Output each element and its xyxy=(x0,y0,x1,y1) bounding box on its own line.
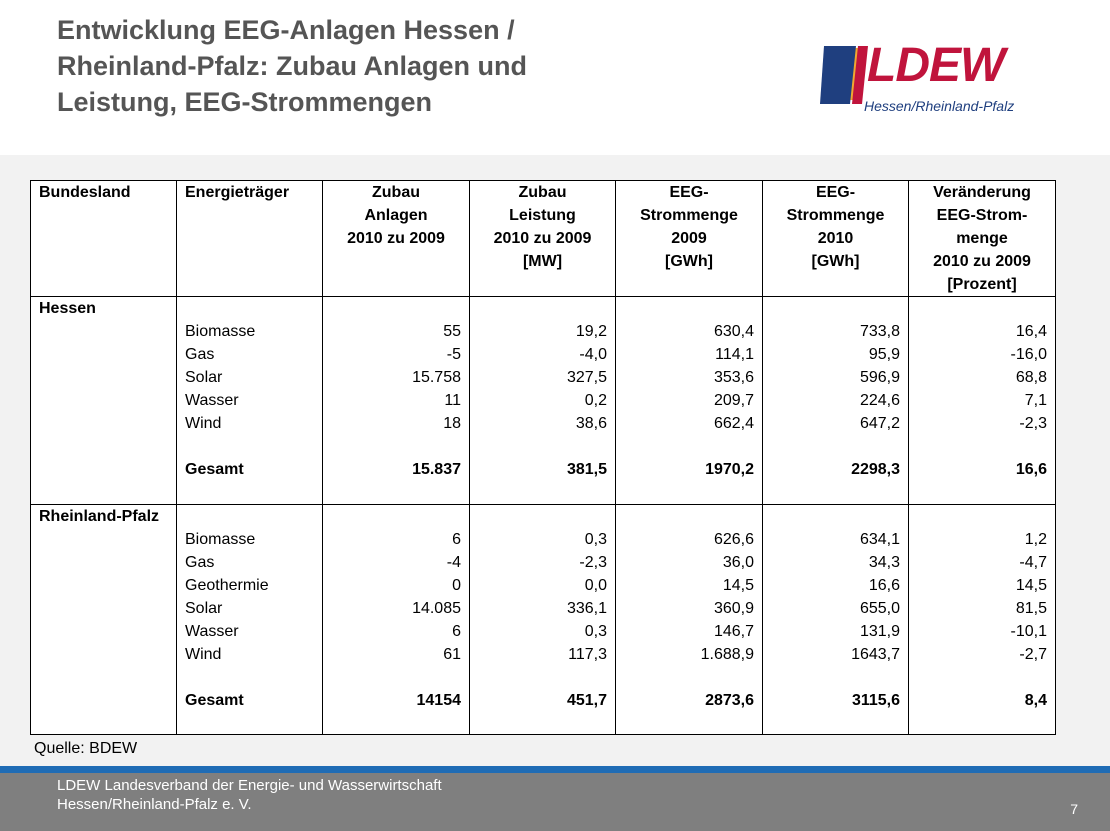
value-cell: 2298,3 xyxy=(763,458,909,481)
value-cell: 451,7 xyxy=(470,689,616,712)
header-line: Zubau xyxy=(518,184,567,201)
table-cell xyxy=(470,435,616,458)
table-cell xyxy=(177,712,323,735)
slide-header xyxy=(0,0,1110,155)
table-cell xyxy=(177,481,323,504)
table-row xyxy=(31,366,1056,389)
table-cell xyxy=(616,504,763,528)
value-cell: 336,1 xyxy=(470,597,616,620)
slide-title xyxy=(57,12,677,120)
value-cell: 55 xyxy=(323,320,470,343)
header-strommenge-2010 xyxy=(763,181,909,297)
table-cell xyxy=(323,666,470,689)
value-cell: 596,9 xyxy=(763,366,909,389)
value-cell: 0,2 xyxy=(470,389,616,412)
value-cell: 1,2 xyxy=(909,528,1056,551)
value-cell: 0,0 xyxy=(470,574,616,597)
table-cell xyxy=(909,435,1056,458)
value-cell: 626,6 xyxy=(616,528,763,551)
value-cell: 11 xyxy=(323,389,470,412)
value-cell: 7,1 xyxy=(909,389,1056,412)
table-header-row xyxy=(31,181,1056,297)
title-line-1: Entwicklung EEG-Anlagen Hessen / xyxy=(57,15,515,45)
slide-footer xyxy=(0,773,1110,831)
table-cell xyxy=(31,597,177,620)
table-cell xyxy=(323,481,470,504)
table-row xyxy=(31,504,1056,528)
header-line: Veränderung xyxy=(933,184,1031,201)
energietraeger-cell: Biomasse xyxy=(177,320,323,343)
value-cell: -4,7 xyxy=(909,551,1056,574)
table-cell xyxy=(177,504,323,528)
value-cell: 15.837 xyxy=(323,458,470,481)
header-line: EEG- xyxy=(669,184,709,201)
value-cell: 14154 xyxy=(323,689,470,712)
energietraeger-cell: Gesamt xyxy=(177,689,323,712)
table-cell xyxy=(470,504,616,528)
footer-line-2: Hessen/Rheinland-Pfalz e. V. xyxy=(57,796,252,813)
logo-subtitle: Hessen/Rheinland-Pfalz xyxy=(864,98,1015,114)
table-cell xyxy=(31,666,177,689)
header-bundesland xyxy=(31,181,177,297)
energietraeger-cell: Gesamt xyxy=(177,458,323,481)
value-cell: 630,4 xyxy=(616,320,763,343)
header-zubau-anlagen xyxy=(323,181,470,297)
table-cell xyxy=(177,435,323,458)
table-cell xyxy=(31,412,177,435)
table-row xyxy=(31,297,1056,321)
table-row xyxy=(31,528,1056,551)
source-note: Quelle: BDEW xyxy=(34,740,138,757)
header-line: Energieträger xyxy=(185,184,290,201)
table-cell xyxy=(763,435,909,458)
energietraeger-cell: Biomasse xyxy=(177,528,323,551)
value-cell: 733,8 xyxy=(763,320,909,343)
table-row xyxy=(31,574,1056,597)
header-energietraeger xyxy=(177,181,323,297)
title-line-2: Rheinland-Pfalz: Zubau Anlagen und xyxy=(57,51,527,81)
table-cell xyxy=(909,297,1056,321)
value-cell: 34,3 xyxy=(763,551,909,574)
bundesland-cell: Hessen xyxy=(31,297,177,321)
value-cell: 224,6 xyxy=(763,389,909,412)
value-cell: 8,4 xyxy=(909,689,1056,712)
header-line: 2010 zu 2009 xyxy=(347,230,445,247)
table-row xyxy=(31,435,1056,458)
table-cell xyxy=(616,481,763,504)
value-cell: 81,5 xyxy=(909,597,1056,620)
table-cell xyxy=(31,689,177,712)
value-cell: 2873,6 xyxy=(616,689,763,712)
value-cell: 14,5 xyxy=(909,574,1056,597)
value-cell: 1.688,9 xyxy=(616,643,763,666)
value-cell: 3115,6 xyxy=(763,689,909,712)
table-cell xyxy=(31,435,177,458)
table-cell xyxy=(763,504,909,528)
table-cell xyxy=(31,320,177,343)
table-row xyxy=(31,712,1056,735)
value-cell: 95,9 xyxy=(763,343,909,366)
table-row xyxy=(31,320,1056,343)
table-cell xyxy=(616,666,763,689)
footer-organization xyxy=(57,776,442,814)
table-cell xyxy=(616,712,763,735)
value-cell: -2,3 xyxy=(470,551,616,574)
energietraeger-cell: Wasser xyxy=(177,620,323,643)
table-row xyxy=(31,597,1056,620)
value-cell: 16,4 xyxy=(909,320,1056,343)
header-line: [Prozent] xyxy=(947,276,1017,293)
value-cell: 36,0 xyxy=(616,551,763,574)
value-cell: 381,5 xyxy=(470,458,616,481)
eeg-data-table xyxy=(30,180,1056,735)
value-cell: 1970,2 xyxy=(616,458,763,481)
header-line: 2009 xyxy=(671,230,707,247)
value-cell: -2,3 xyxy=(909,412,1056,435)
value-cell: 146,7 xyxy=(616,620,763,643)
header-line: 2010 xyxy=(817,230,854,247)
header-line: Strommenge xyxy=(640,207,738,224)
value-cell: 61 xyxy=(323,643,470,666)
header-line: [GWh] xyxy=(665,253,713,270)
table-cell xyxy=(177,666,323,689)
table-cell xyxy=(616,297,763,321)
header-line: 2010 zu 2009 xyxy=(933,253,1031,270)
value-cell: 14.085 xyxy=(323,597,470,620)
table-cell xyxy=(323,712,470,735)
footer-accent-bar xyxy=(0,766,1110,773)
table-row xyxy=(31,689,1056,712)
bundesland-cell: Rheinland-Pfalz xyxy=(31,504,177,528)
table-cell xyxy=(31,574,177,597)
energietraeger-cell: Wasser xyxy=(177,389,323,412)
value-cell: 360,9 xyxy=(616,597,763,620)
logo-wordmark: LDEW xyxy=(867,39,1005,92)
value-cell: 18 xyxy=(323,412,470,435)
header-line: 2010 zu 2009 xyxy=(493,230,592,247)
value-cell: 1643,7 xyxy=(763,643,909,666)
table-cell xyxy=(909,666,1056,689)
table-cell xyxy=(909,481,1056,504)
table-cell xyxy=(31,458,177,481)
value-cell: 19,2 xyxy=(470,320,616,343)
table-row xyxy=(31,666,1056,689)
value-cell: 0,3 xyxy=(470,620,616,643)
ldew-logo xyxy=(820,39,1050,120)
value-cell: -2,7 xyxy=(909,643,1056,666)
value-cell: 634,1 xyxy=(763,528,909,551)
value-cell: 647,2 xyxy=(763,412,909,435)
footer-line-1: LDEW Landesverband der Energie- und Wasserwirtschaft xyxy=(57,777,442,794)
table-cell xyxy=(470,481,616,504)
table-row xyxy=(31,551,1056,574)
value-cell: 327,5 xyxy=(470,366,616,389)
energietraeger-cell: Wind xyxy=(177,643,323,666)
energietraeger-cell: Solar xyxy=(177,366,323,389)
table-row xyxy=(31,389,1056,412)
table-cell xyxy=(763,712,909,735)
table-cell xyxy=(31,528,177,551)
value-cell: -5 xyxy=(323,343,470,366)
table-cell xyxy=(31,643,177,666)
header-line: Bundesland xyxy=(39,184,131,201)
table-row xyxy=(31,412,1056,435)
value-cell: 16,6 xyxy=(909,458,1056,481)
energietraeger-cell: Solar xyxy=(177,597,323,620)
value-cell: 353,6 xyxy=(616,366,763,389)
header-line: EEG-Strom- xyxy=(936,207,1028,224)
energietraeger-cell: Gas xyxy=(177,343,323,366)
header-line: [GWh] xyxy=(811,253,860,270)
value-cell: -16,0 xyxy=(909,343,1056,366)
table-cell xyxy=(323,504,470,528)
table-row xyxy=(31,343,1056,366)
table-cell xyxy=(470,666,616,689)
header-line: menge xyxy=(956,230,1008,247)
table-cell xyxy=(909,712,1056,735)
value-cell: 117,3 xyxy=(470,643,616,666)
header-line: Anlagen xyxy=(364,207,428,224)
value-cell: 662,4 xyxy=(616,412,763,435)
value-cell: 114,1 xyxy=(616,343,763,366)
value-cell: 655,0 xyxy=(763,597,909,620)
table-cell xyxy=(31,481,177,504)
header-line: Strommenge xyxy=(786,207,885,224)
value-cell: 16,6 xyxy=(763,574,909,597)
value-cell: 15.758 xyxy=(323,366,470,389)
value-cell: -4,0 xyxy=(470,343,616,366)
title-line-3: Leistung, EEG-Strommengen xyxy=(57,87,433,117)
table-cell xyxy=(470,712,616,735)
table-cell xyxy=(323,435,470,458)
table-cell xyxy=(763,297,909,321)
table-cell xyxy=(31,389,177,412)
value-cell: 38,6 xyxy=(470,412,616,435)
value-cell: 14,5 xyxy=(616,574,763,597)
header-line: [MW] xyxy=(522,253,563,270)
energietraeger-cell: Gas xyxy=(177,551,323,574)
table-cell xyxy=(31,551,177,574)
value-cell: -4 xyxy=(323,551,470,574)
header-line: Zubau xyxy=(372,184,420,201)
value-cell: 131,9 xyxy=(763,620,909,643)
header-strommenge-2009 xyxy=(616,181,763,297)
header-zubau-leistung xyxy=(470,181,616,297)
value-cell: 6 xyxy=(323,620,470,643)
value-cell: -10,1 xyxy=(909,620,1056,643)
value-cell: 6 xyxy=(323,528,470,551)
table-cell xyxy=(909,504,1056,528)
table-cell xyxy=(31,620,177,643)
value-cell: 0,3 xyxy=(470,528,616,551)
value-cell: 209,7 xyxy=(616,389,763,412)
table-cell xyxy=(31,343,177,366)
table-cell xyxy=(763,481,909,504)
table-cell xyxy=(31,712,177,735)
value-cell: 0 xyxy=(323,574,470,597)
table-cell xyxy=(323,297,470,321)
table-row xyxy=(31,620,1056,643)
header-line: EEG- xyxy=(815,184,856,201)
header-veraenderung xyxy=(909,181,1056,297)
energietraeger-cell: Wind xyxy=(177,412,323,435)
table-cell xyxy=(616,435,763,458)
table-cell xyxy=(31,366,177,389)
energietraeger-cell: Geothermie xyxy=(177,574,323,597)
header-line: Leistung xyxy=(509,207,576,224)
table-row xyxy=(31,458,1056,481)
page-number: 7 xyxy=(1070,801,1078,817)
value-cell: 68,8 xyxy=(909,366,1056,389)
table-cell xyxy=(763,666,909,689)
table-cell xyxy=(177,297,323,321)
table-body xyxy=(31,297,1056,735)
table-row xyxy=(31,643,1056,666)
table-row xyxy=(31,481,1056,504)
table-cell xyxy=(470,297,616,321)
